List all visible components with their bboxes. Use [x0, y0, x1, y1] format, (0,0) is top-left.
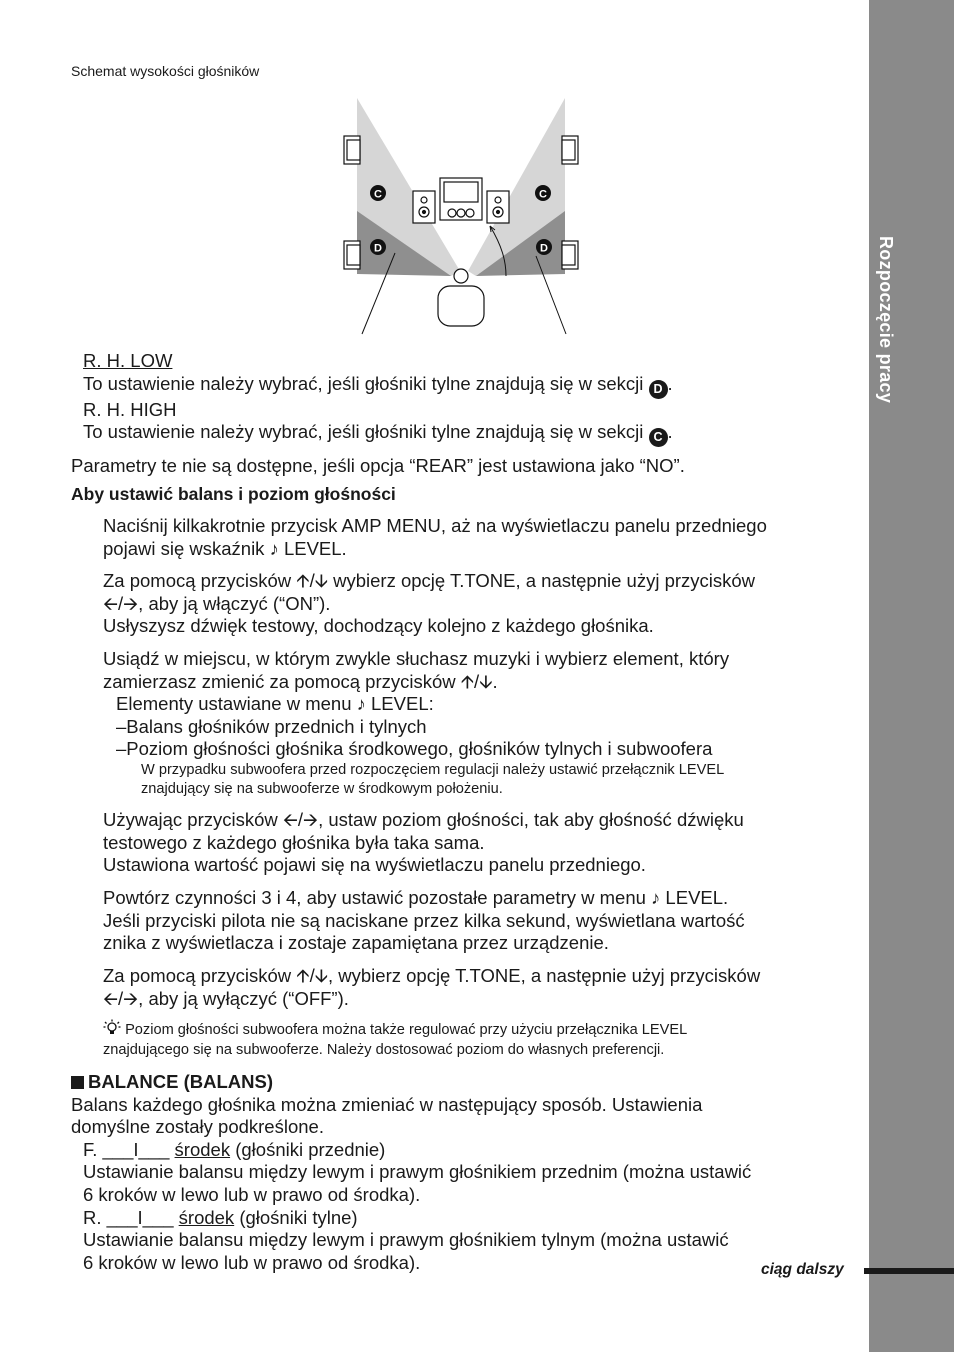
section-sidebar [869, 0, 954, 1352]
step-1: Naciśnij kilkakrotnie przycisk AMP MENU, aż na wyświetlaczu panelu przedniego pojawi się wskaźnik ♪ LEVEL. [103, 515, 767, 559]
listener-chair [438, 269, 484, 326]
balance-heading: BALANCE (BALANS) [88, 1071, 273, 1092]
rear-note: Parametry te nie są dostępne, jeśli opcja “REAR” jest ustawiona jako “NO”. [71, 455, 685, 476]
balance-section: BALANCE (BALANS) Balans każdego głośnika można zmieniać w następujący sposób. Ustawienia domyślne zostały podkreślone. F. ___I___ środek (głośniki przednie) Ustawianie balansu między lewym i prawym głośnikiem przednim (można ustawić 6 kroków w lewo lub w prawo od środka). R. ___I___ środek (głośniki tylne) Ustawianie balansu między lewym i prawym głośnikiem tylnym (można ustawić 6 kroków w lewo lub w prawo od środka). [71, 1071, 752, 1273]
tip-note: Poziom głośności subwoofera można także regulować przy użyciu przełącznika LEVEL znajdującego się na subwooferze. Należy dostosować poziom do własnych preferencji. [103, 1019, 687, 1060]
tip-bulb-icon [103, 1019, 121, 1037]
step-6: Za pomocą przycisków 🡩/🡫, wybierz opcję T.TONE, a następnie użyj przycisków 🡨/🡪, aby ją wyłączyć (“OFF”). [103, 965, 761, 1009]
zone-d-badge: D [649, 380, 668, 399]
zone-c-left-letter: C [374, 188, 382, 201]
section-bullet-icon [71, 1076, 84, 1089]
step-3: Usiądź w miejscu, w którym zwykle słuchasz muzyki i wybierz element, który zamierzasz zmienić za pomocą przycisków 🡩/🡫. Elementy ustawiane w menu ♪ LEVEL: –Balans głośników przednich i tylnych –Poziom głośności głośnika środkowego, głośników tylnych i subwoofera W przypadku subwoofera przed rozpoczęciem regulacji należy ustawić przełącznik LEVEL znajdujący się na subwooferze w środkowym położeniu. [103, 648, 729, 800]
level-item-volume: –Poziom głośności głośnika środkowego, głośników tylnych i subwoofera [116, 738, 713, 760]
continued-bar [864, 1268, 954, 1274]
front-left-speaker [413, 191, 435, 223]
subwoofer-note-line-2: znajdujący się na subwooferze w środkowym położeniu. [141, 781, 503, 798]
left-upper-speaker [344, 136, 360, 164]
center-speaker-and-tv [440, 178, 482, 220]
step-5: Powtórz czynności 3 i 4, aby ustawić pozostałe parametry w menu ♪ LEVEL. Jeśli przyciski pilota nie są naciskane przez kilka sekund, wyświetlana wartość znika z wyświetlacza i zostaje zapamiętana przez urządzenie. [103, 887, 745, 954]
rh-high-line: To ustawienie należy wybrać, jeśli głośniki tylne znajdują się w sekcji C . [83, 421, 673, 447]
left-lower-speaker [344, 241, 360, 269]
continued-label: ciąg dalszy [761, 1261, 844, 1278]
front-right-speaker [487, 191, 509, 223]
rh-settings-block [83, 350, 673, 447]
rh-low-text: To ustawienie należy wybrać, jeśli głośniki tylne znajdują się w sekcji [83, 372, 644, 394]
right-lower-speaker [562, 241, 578, 269]
right-upper-speaker [562, 136, 578, 164]
rh-low-line: To ustawienie należy wybrać, jeśli głośniki tylne znajdują się w sekcji D . [83, 373, 673, 399]
rear-balance-setting: R. ___I___ środek (głośniki tylne) [83, 1206, 358, 1228]
rh-high-text: To ustawienie należy wybrać, jeśli głośniki tylne znajdują się w sekcji [83, 421, 644, 443]
zone-c-badge: C [649, 428, 668, 447]
section-title: Rozpoczęcie pracy [876, 236, 896, 404]
zone-c-right-letter: C [539, 188, 547, 201]
balance-level-heading: Aby ustawić balans i poziom głośności [71, 484, 396, 504]
front-balance-setting: F. ___I___ środek (głośniki przednie) [83, 1138, 386, 1160]
step-2: Za pomocą przycisków 🡩/🡫 wybierz opcję T.TONE, a następnie użyj przycisków 🡨/🡪, aby ją włączyć (“ON”). Usłyszysz dźwięk testowy, dochodzący kolejno z każdego głośnika. [103, 570, 756, 637]
subwoofer-note-line-1: W przypadku subwoofera przed rozpoczęciem regulacji należy ustawić przełącznik LEVEL [141, 761, 725, 778]
rh-high-label: R. H. HIGH [83, 398, 177, 420]
rh-low-label: R. H. LOW [83, 350, 173, 371]
speaker-height-diagram [340, 96, 588, 340]
zone-d-left-letter: D [374, 242, 382, 255]
step-4: Używając przycisków 🡨/🡪, ustaw poziom głośności, tak aby głośność dźwięku testowego z każdego głośnika była taka sama. Ustawiona wartość pojawi się na wyświetlaczu panelu przedniego. [103, 809, 744, 876]
zone-d-right-letter: D [540, 242, 548, 255]
diagram-caption: Schemat wysokości głośników [71, 63, 260, 79]
level-item-balance: –Balans głośników przednich i tylnych [116, 715, 427, 737]
